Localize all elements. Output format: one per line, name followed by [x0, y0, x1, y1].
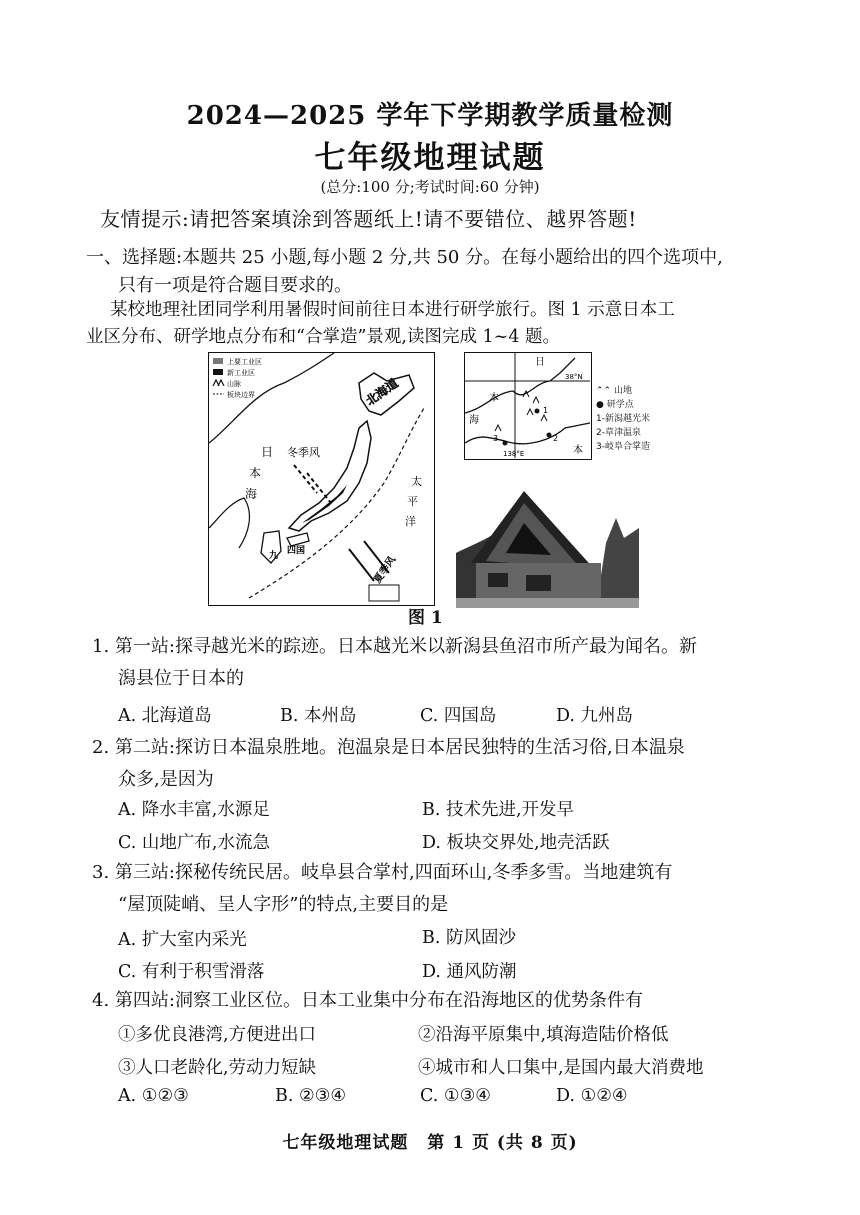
- q4-statement-2: ②沿海平原集中,填海造陆价格低: [418, 1025, 669, 1045]
- legend-major-industry: 上要工业区: [227, 358, 262, 366]
- question-2-line2: 众多,是因为: [118, 769, 214, 790]
- summer-wind-arrow-2: [349, 549, 374, 581]
- study-site-2: [547, 433, 552, 438]
- coastline-north: [465, 358, 575, 413]
- honshu-island: [289, 421, 371, 531]
- map2-label-ben2: 本: [573, 445, 583, 456]
- latitude-label: 38°N: [565, 373, 583, 381]
- question-3: [92, 858, 792, 888]
- section-heading-line2: 只有一项是符合题目要求的。: [118, 275, 352, 296]
- q3-option-a[interactable]: A. 扩大室内采光: [118, 930, 247, 950]
- question-stem-line1: 第二站:探访日本温泉胜地。泡温泉是日本居民独特的生活习俗,日本温泉: [114, 737, 685, 758]
- japan-map-svg: [209, 353, 433, 604]
- legend-mountain-text: 山地: [613, 386, 632, 396]
- mountain-legend-icon: [213, 380, 224, 386]
- hokkaido-label: 北海道: [363, 376, 401, 409]
- footer-page-number: 第 1 页 (共 8 页): [427, 1133, 578, 1153]
- shikoku-island: [287, 533, 309, 546]
- question-stem-line1: 第四站:洞察工业区位。日本工业集中分布在沿海地区的优势条件有: [114, 990, 643, 1011]
- summer-wind-label: 夏季风: [372, 554, 399, 586]
- new-industry-legend-swatch: [213, 369, 223, 375]
- question-1: [92, 632, 792, 662]
- dot-icon: ●: [596, 400, 604, 410]
- footer-subject: 七年级地理试题: [282, 1133, 409, 1153]
- legend-mountain-item: [596, 384, 650, 398]
- legend-site-2: 2-草津温泉: [596, 428, 641, 438]
- q4-option-a[interactable]: A. ①②③: [118, 1086, 189, 1106]
- question-stem-line1: 第三站:探秘传统民居。岐阜县合掌村,四面环山,冬季多雪。当地建筑有: [114, 862, 673, 883]
- friendly-tip: 友情提示:请把答案填涂到答题纸上!请不要错位、越界答题!: [100, 207, 637, 231]
- legend-mountain: 山脉: [227, 380, 241, 388]
- q2-option-c[interactable]: C. 山地广布,水流急: [118, 833, 270, 853]
- q4-option-b[interactable]: B. ②③④: [275, 1086, 347, 1106]
- q2-option-b[interactable]: B. 技术先进,开发早: [422, 800, 575, 820]
- map2-label-ben: 本: [489, 393, 499, 404]
- question-number: 1.: [92, 636, 110, 657]
- question-number: 3.: [92, 862, 110, 883]
- sea-of-japan-label-3: 海: [245, 487, 258, 501]
- pacific-label-3: 洋: [405, 515, 416, 528]
- gassho-house-svg: [456, 483, 639, 608]
- intro-line2: 业区分布、研学地点分布和“合掌造”景观,读图完成 1~4 题。: [86, 327, 561, 347]
- winter-wind-arrow: [294, 465, 317, 493]
- study-sites-map: [464, 352, 592, 460]
- question-3-line2: “屋顶陡峭、呈人字形”的特点,主要目的是: [118, 894, 449, 915]
- study-map-legend: [596, 384, 650, 454]
- site-num-2: 2: [553, 434, 559, 443]
- question-4: [92, 986, 792, 1016]
- page-footer: [0, 1128, 860, 1153]
- legend-new-industry: 新工业区: [227, 369, 255, 377]
- score-time-info: (总分:100 分;考试时间:60 分钟): [320, 178, 540, 196]
- study-site-1: [535, 409, 540, 414]
- inset-box: [369, 585, 399, 601]
- q2-option-d[interactable]: D. 板块交界处,地壳活跃: [422, 833, 610, 853]
- shikoku-label: 四国: [287, 546, 306, 556]
- study-site-3: [503, 441, 508, 446]
- exam-title-line2: 七年级地理试题: [314, 140, 546, 176]
- q1-option-d[interactable]: D. 九州岛: [556, 706, 634, 726]
- question-1-line2: 潟县位于日本的: [118, 668, 244, 689]
- winter-wind-label: 冬季风: [287, 446, 320, 459]
- q4-option-c[interactable]: C. ①③④: [420, 1086, 491, 1106]
- site-num-1: 1: [543, 406, 549, 415]
- longitude-label: 138°E: [503, 450, 525, 458]
- study-map-svg: [465, 353, 590, 458]
- ground: [456, 598, 639, 608]
- major-industry-legend-swatch: [213, 358, 223, 364]
- q2-option-a[interactable]: A. 降水丰富,水源足: [118, 800, 270, 820]
- pacific-label-1: 太: [411, 475, 422, 488]
- q3-option-c[interactable]: C. 有利于积雪滑落: [118, 962, 265, 982]
- q4-statement-4: ④城市和人口集中,是国内最大消费地: [418, 1058, 704, 1078]
- q1-option-a[interactable]: A. 北海道岛: [118, 706, 212, 726]
- gassho-house-photo: [456, 483, 639, 608]
- q3-option-b[interactable]: B. 防风固沙: [422, 928, 516, 948]
- q4-statement-3: ③人口老龄化,劳动力短缺: [118, 1058, 317, 1078]
- figure-caption: 图 1: [408, 608, 443, 628]
- pacific-label-2: 平: [407, 495, 418, 508]
- korea-peninsula: [209, 498, 249, 548]
- mountain-icon: ⌃⌃: [596, 386, 612, 396]
- legend-site-3: 3-岐阜合掌造: [596, 442, 650, 452]
- window-2: [526, 575, 551, 591]
- legend-site-text: 研学点: [606, 400, 634, 410]
- legend-plate-boundary: 板块边界: [227, 391, 255, 399]
- question-number: 2.: [92, 737, 110, 758]
- q3-option-d[interactable]: D. 通风防潮: [422, 962, 517, 982]
- q1-option-b[interactable]: B. 本州岛: [280, 706, 357, 726]
- legend-site-item: [596, 398, 650, 412]
- exam-title-line1: 2024—2025 学年下学期教学质量检测: [186, 101, 674, 131]
- legend-site-1: 1-新潟越光米: [596, 414, 650, 424]
- site-num-3: 3: [493, 434, 499, 443]
- sea-of-japan-label-1: 日: [261, 445, 274, 459]
- q1-option-c[interactable]: C. 四国岛: [420, 706, 497, 726]
- question-number: 4.: [92, 990, 110, 1011]
- coastline-south: [465, 423, 590, 444]
- question-2: [92, 733, 792, 763]
- q4-statement-1: ①多优良港湾,方便进出口: [118, 1025, 317, 1045]
- japan-industry-map: [208, 352, 435, 606]
- question-stem-line1: 第一站:探寻越光米的踪迹。日本越光米以新潟县鱼沼市所产最为闻名。新: [114, 636, 697, 657]
- map2-label-ri: 日: [535, 357, 545, 368]
- window-1: [488, 573, 508, 587]
- kyushu-label: 九: [269, 551, 279, 561]
- sea-of-japan-label-2: 本: [249, 466, 262, 480]
- intro-line1: 某校地理社团同学利用暑假时间前往日本进行研学旅行。图 1 示意日本工: [110, 300, 675, 320]
- q4-option-d[interactable]: D. ①②④: [556, 1086, 628, 1106]
- map2-label-hai: 海: [469, 415, 479, 426]
- section-heading-line1: 一、选择题:本题共 25 小题,每小题 2 分,共 50 分。在每小题给出的四个选项中,: [86, 247, 723, 268]
